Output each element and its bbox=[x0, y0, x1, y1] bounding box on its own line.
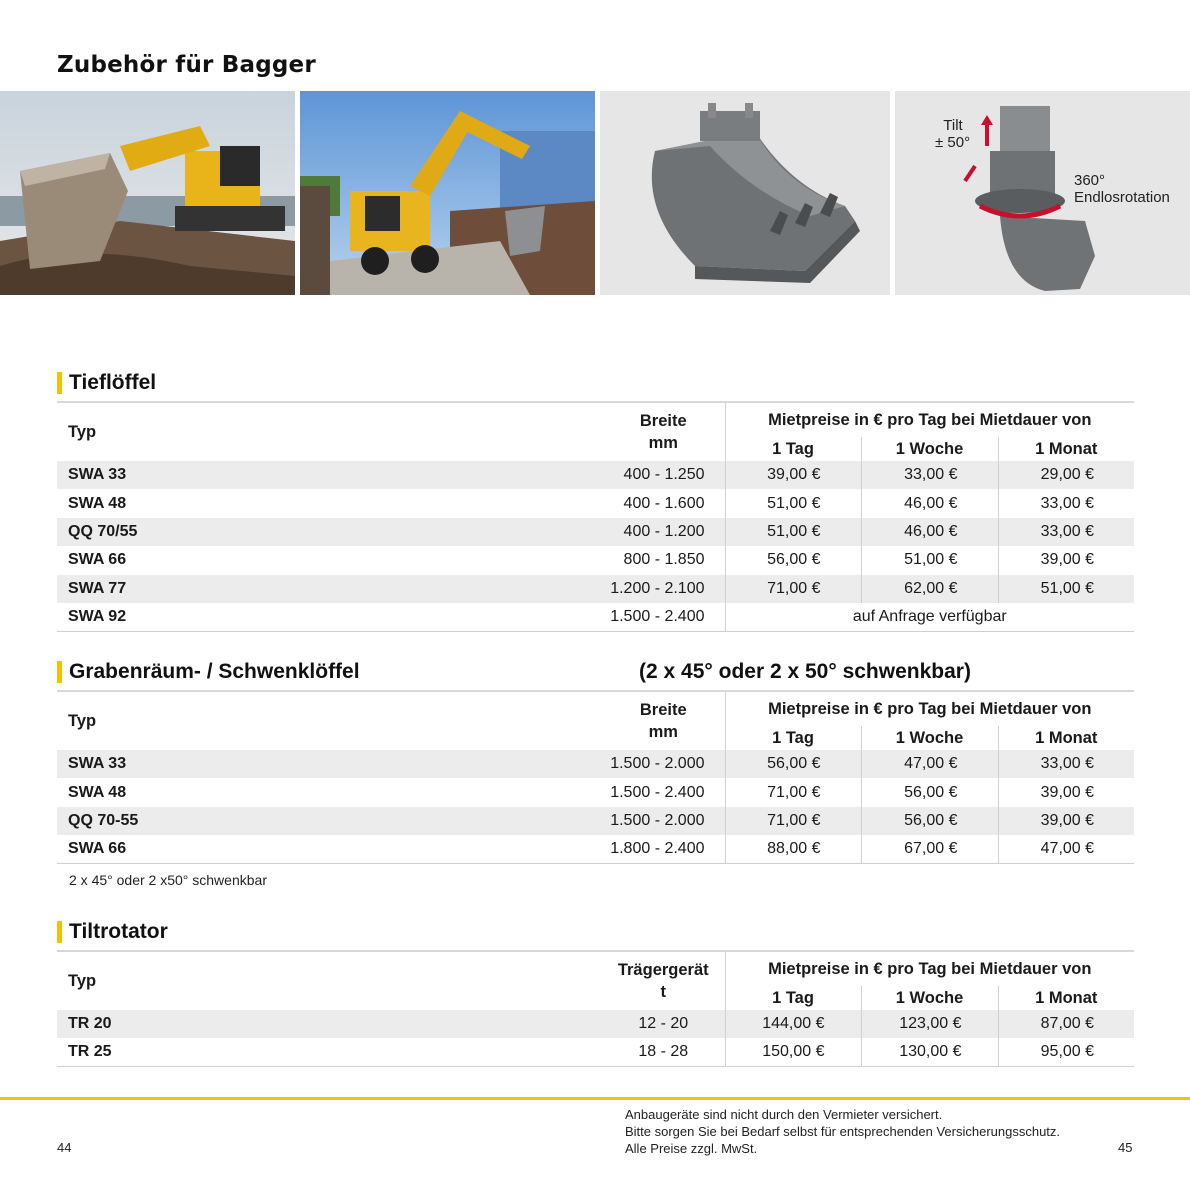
page-number-right: 45 bbox=[1118, 1140, 1133, 1155]
section-header bbox=[57, 918, 1134, 952]
header-1-monat: 1 Monat bbox=[998, 726, 1134, 750]
table-row: TR 20 12 - 20 144,00 € 123,00 € 87,00 € bbox=[57, 1010, 1134, 1038]
footnote-schwenkbar: 2 x 45° oder 2 x50° schwenkbar bbox=[69, 872, 267, 888]
section-title: Grabenräum- / Schwenklöffel bbox=[69, 660, 360, 683]
footer-notice: Anbaugeräte sind nicht durch den Vermieter versichert. Bitte sorgen Sie bei Bedarf selbst für entsprechenden Versicherungsschutz. Alle Preise zzgl. MwSt. bbox=[625, 1107, 1061, 1156]
accent-bar bbox=[57, 661, 62, 683]
header-1-tag: 1 Tag bbox=[725, 437, 861, 461]
price-table-tiefloeffel bbox=[57, 403, 1134, 632]
header-price-group: Mietpreise in € pro Tag bei Mietdauer von bbox=[725, 952, 1134, 986]
header-breite: Breite mm bbox=[639, 412, 687, 452]
header-1-woche: 1 Woche bbox=[861, 986, 998, 1010]
photo-strip bbox=[0, 91, 1190, 295]
accent-bar bbox=[57, 921, 62, 943]
photo-excavator-bucket bbox=[0, 91, 295, 295]
header-1-woche: 1 Woche bbox=[861, 726, 998, 750]
price-table-tiltrotator bbox=[57, 952, 1134, 1067]
price-table-graben bbox=[57, 692, 1134, 864]
section-tiltrotator bbox=[57, 918, 1134, 1067]
table-row: QQ 70-55 1.500 - 2.000 71,00 € 56,00 € 39,00 € bbox=[57, 807, 1134, 835]
table-row: SWA 33 400 - 1.250 39,00 € 33,00 € 29,00 € bbox=[57, 461, 1134, 489]
table-row: SWA 33 1.500 - 2.000 56,00 € 47,00 € 33,00 € bbox=[57, 750, 1134, 778]
header-1-monat: 1 Monat bbox=[998, 437, 1134, 461]
table-row: QQ 70/55 400 - 1.200 51,00 € 46,00 € 33,00 € bbox=[57, 518, 1134, 546]
photo-wheel-excavator bbox=[300, 91, 595, 295]
section-header bbox=[57, 658, 1134, 692]
table-row: SWA 66 800 - 1.850 56,00 € 51,00 € 39,00 € bbox=[57, 546, 1134, 574]
header-1-tag: 1 Tag bbox=[725, 986, 861, 1010]
photo-bucket bbox=[600, 91, 890, 295]
table-row: SWA 48 1.500 - 2.400 71,00 € 56,00 € 39,00 € bbox=[57, 778, 1134, 806]
section-title: Tiltrotator bbox=[69, 920, 168, 943]
page-number-left: 44 bbox=[57, 1140, 72, 1155]
accent-bar bbox=[57, 372, 62, 394]
header-typ: Typ bbox=[68, 971, 97, 990]
header-typ: Typ bbox=[68, 422, 97, 441]
header-price-group: Mietpreise in € pro Tag bei Mietdauer von bbox=[725, 403, 1134, 437]
table-row: SWA 77 1.200 - 2.100 71,00 € 62,00 € 51,00 € bbox=[57, 575, 1134, 603]
header-1-woche: 1 Woche bbox=[861, 437, 998, 461]
table-row: SWA 92 1.500 - 2.400 auf Anfrage verfügbar bbox=[57, 603, 1134, 631]
table-row: SWA 48 400 - 1.600 51,00 € 46,00 € 33,00 € bbox=[57, 489, 1134, 517]
table-row: SWA 66 1.800 - 2.400 88,00 € 67,00 € 47,00 € bbox=[57, 835, 1134, 863]
header-typ: Typ bbox=[68, 711, 97, 730]
tilt-label: Tilt bbox=[943, 117, 963, 134]
header-price-group: Mietpreise in € pro Tag bei Mietdauer von bbox=[725, 692, 1134, 726]
merged-availability-cell: auf Anfrage verfügbar bbox=[725, 603, 1134, 631]
tilt-angle-label: ± 50° bbox=[935, 134, 971, 151]
section-subtitle: (2 x 45° oder 2 x 50° schwenkbar) bbox=[639, 660, 971, 683]
header-breite: Breite mm bbox=[639, 701, 687, 741]
rotation-label: Endlosrotation bbox=[1074, 189, 1170, 206]
header-1-tag: 1 Tag bbox=[725, 726, 861, 750]
footer-accent-line bbox=[0, 1097, 1190, 1100]
header-1-monat: 1 Monat bbox=[998, 986, 1134, 1010]
rotation-degree-label: 360° bbox=[1074, 172, 1106, 189]
section-graben bbox=[57, 658, 1134, 864]
photo-tiltrotator bbox=[895, 91, 1190, 295]
section-tiefloeffel bbox=[57, 369, 1134, 632]
section-header bbox=[57, 369, 1134, 403]
header-traegergeraet: Trägergerät t bbox=[617, 961, 709, 1001]
table-row: TR 25 18 - 28 150,00 € 130,00 € 95,00 € bbox=[57, 1038, 1134, 1066]
section-title: Tieflöffel bbox=[69, 371, 157, 394]
page-title: Zubehör für Bagger bbox=[57, 52, 316, 78]
